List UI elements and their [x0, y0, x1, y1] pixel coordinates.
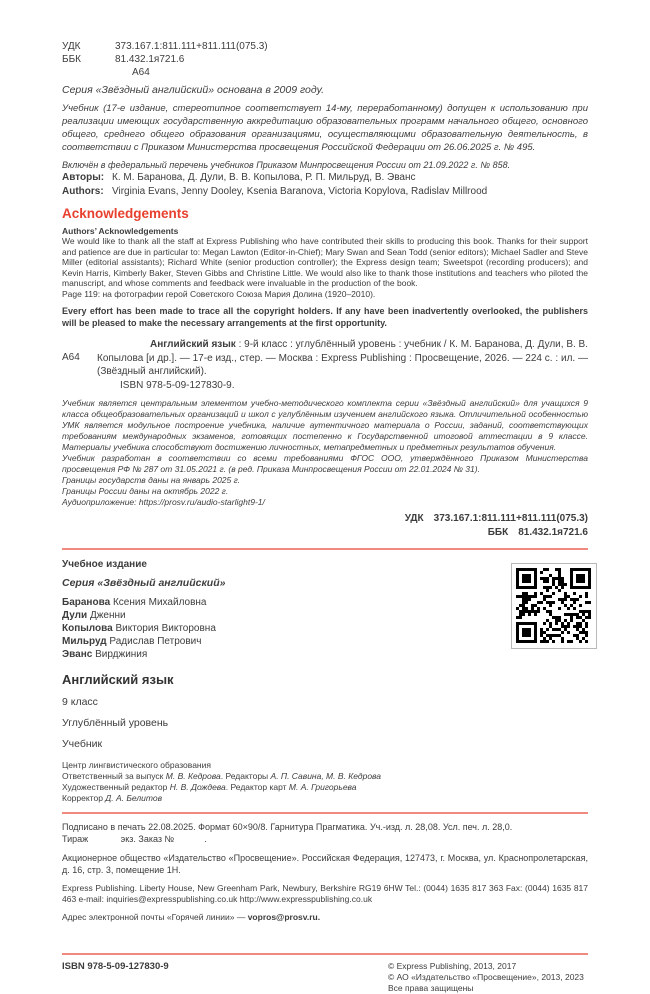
author-line: Дули Дженни	[62, 610, 126, 621]
copyright-express: © Express Publishing, 2013, 2017	[388, 961, 517, 971]
authors-en-row	[62, 185, 588, 199]
kind-line: Учебник	[62, 738, 103, 750]
acknowledgements-text: We would like to thank all the staff at Express Publishing who have contributed their skills to producing this book. Thanks for their support and patience are due in particular to: Megan Lawton (Editor-in-Chief); Mary Swan and Sean Todd (senior editors); Michael Sadler and Steve Miller (editorial assistants); Richard White (senior production controller); the Express design team; Sweetspot (recording producers); and Kevin Harris, Kimberly Baker, Steven Gibbs and Christine Little. We would also like to thank those institutions and teachers who piloted the manuscript, and whose comments and feedback were invaluable in the production of the book.	[62, 236, 588, 288]
series-founded-note: Серия «Звёздный английский» основана в 2009 году.	[62, 84, 325, 96]
bbk-label: ББК	[487, 527, 509, 538]
federal-list-note: Включён в федеральный перечень учебников Приказом Минпросвещения России от 21.09.2022 г. № 858.	[62, 160, 511, 170]
book-title: Английский язык	[62, 672, 174, 687]
acknowledgements-subheading: Authors’ Acknowledgements	[62, 226, 179, 236]
divider-rule	[62, 953, 588, 955]
authors-ru-names: К. М. Баранова, Д. Дули, В. В. Копылова, Р. П. Мильруд, В. Эванс	[112, 172, 416, 183]
staff-line: Художественный редактор Н. В. Дождева. Редактор карт М. А. Григорьева	[62, 782, 357, 792]
footer-copyright-block	[388, 961, 588, 994]
approval-paragraph: Учебник (17-е издание, стереотипное соответствует 14-му, переработанному) допущен к использованию при реализации имеющих государственную аккредитацию образовательных программ начального общего, основного общего, среднего общего образования организациями, осуществляющими образовательную деятельность, в соответствии с Приказом Министерства просвещения Российской Федерации от 26.06.2025 г. № 495.	[62, 103, 588, 153]
footer	[62, 961, 588, 994]
bibliographic-entry	[62, 338, 588, 392]
grade-line: 9 класс	[62, 696, 98, 708]
borders-note-1: Границы государств даны на январь 2025 г.	[62, 475, 241, 485]
author-line: Эванс Вирджиния	[62, 649, 148, 660]
copyright-trace-notice: Every effort has been made to trace all the copyright holders. If any have been inadvertently overlooked, the publishers will be pleased to make the necessary arrangements at the first opportunity.	[62, 306, 588, 328]
bbk-label: ББК	[62, 54, 81, 65]
bbk-row	[62, 53, 588, 66]
author-line: Баранова Ксения Михайловна	[62, 597, 207, 608]
qr-code	[511, 563, 597, 649]
fgos-paragraph: Учебник разработан в соответствии со всеми требованиями ФГОС ООО, утверждённого Приказом Министерства просвещения РФ № 287 от 31.05.2021 г. (в ред. Приказа Минпросвещения России от 22.01.2024 № 31).	[62, 453, 588, 474]
series-title: Серия «Звёздный английский»	[62, 577, 226, 589]
footer-isbn: ISBN 978-5-09-127830-9	[62, 961, 169, 972]
bibliographic-entry-body	[97, 338, 588, 392]
print-info-line: Подписано в печать 22.08.2025. Формат 60×90/8. Гарнитура Прагматика. Уч.-изд. л. 28,08. Усл. печ. л. 28,0.	[62, 822, 513, 832]
acknowledgements-heading: Acknowledgements	[62, 206, 189, 221]
linguistic-center-line: Центр лингвистического образования	[62, 760, 211, 770]
bbk-value: 81.432.1я721.6	[518, 527, 588, 538]
bibliographic-isbn: ISBN 978-5-09-127830-9.	[120, 379, 235, 391]
udk-label: УДК	[404, 513, 424, 524]
author-sign: А64	[132, 67, 150, 78]
copyright-prosveshchenie: © АО «Издательство «Просвещение», 2013, 2023	[388, 972, 584, 982]
imprint-section	[62, 559, 588, 804]
photo-page-note: Page 119: на фотографии герой Советского Союза Мария Долина (1920–2010).	[62, 288, 376, 299]
publisher-en-address: Express Publishing. Liberty House, New Greenham Park, Newbury, Berkshire RG19 6HW Tel.: (0044) 1635 817 363 Fax: (0044) 1635 817 463 e-mail: inquiries@expresspublishing.co.uk http://www.expresspublishing.co.uk	[62, 883, 588, 904]
edition-type: Учебное издание	[62, 559, 147, 570]
divider-rule	[62, 812, 588, 814]
borders-note-2: Границы России даны на октябрь 2022 г.	[62, 486, 229, 496]
author-line: Копылова Виктория Викторовна	[62, 623, 216, 634]
divider-rule	[62, 548, 588, 550]
udk-bbk-bottom-block	[62, 512, 588, 540]
udk-value: 373.167.1:811.111+811.111(075.3)	[115, 41, 268, 52]
authors-en-names: Virginia Evans, Jenny Dooley, Ksenia Baranova, Victoria Kopylova, Radislav Millrood	[112, 185, 488, 197]
audio-app-note: Аудиоприложение: https://prosv.ru/audio-starlight9-1/	[62, 497, 265, 507]
udk-row	[62, 40, 588, 53]
bibliographic-entry-text: Английский язык : 9-й класс : углублённый уровень : учебник / К. М. Баранова, Д. Дули, В. В. Копылова [и др.]. — 17-е изд., стер. — Москва : Express Publishing : Просвещение, 2026. — 224 с. : ил. — (Звёздный английский).	[97, 339, 589, 377]
level-line: Углублённый уровень	[62, 717, 169, 729]
staff-line: Корректор Д. А. Белитов	[62, 793, 163, 803]
bbk-value: 81.432.1я721.6	[115, 54, 185, 65]
author-full-names-list	[62, 596, 588, 661]
udk-label: УДК	[62, 41, 81, 52]
udk-value: 373.167.1:811.111+811.111(075.3)	[433, 513, 588, 524]
author-sign: А64	[62, 351, 80, 363]
bbk-bottom-row	[62, 526, 588, 540]
rights-reserved: Все права защищены	[388, 983, 474, 993]
hotline-email-line: Адрес электронной почты «Горячей линии» — vopros@prosv.ru.	[62, 912, 321, 922]
publisher-ru-address: Акционерное общество «Издательство «Просвещение». Российская Федерация, 127473, г. Москва, ул. Краснопролетарская, д. 16, стр. 3, помещение 1Н.	[62, 853, 588, 875]
authors-ru-row	[62, 171, 588, 185]
annotation-paragraph: Учебник является центральным элементом учебно-методического комплекта серии «Звёздный английский» для учащихся 9 класса общеобразовательных организаций и школ с углублённым изучением английского языка. Отличительной особенностью УМК является модульное построение учебника, наличие аутентичного материала о России, заданий, соответствующих требованиям международных экзаменов, готовящих постепенно к Государственной итоговой аттестации в 9 классе. Материалы учебника способствуют достижению личностных, метапредметных и предметных результатов обучения.	[62, 398, 588, 452]
tirazh-line: Тираж экз. Заказ № .	[62, 833, 207, 844]
udk-bottom-row	[62, 512, 588, 526]
author-line: Мильруд Радислав Петрович	[62, 636, 202, 647]
authors-en-label: Authors:	[62, 185, 104, 197]
staff-line: Ответственный за выпуск М. В. Кедрова. Редакторы А. П. Савина, М. В. Кедрова	[62, 771, 382, 781]
authors-ru-label: Авторы:	[62, 172, 105, 183]
